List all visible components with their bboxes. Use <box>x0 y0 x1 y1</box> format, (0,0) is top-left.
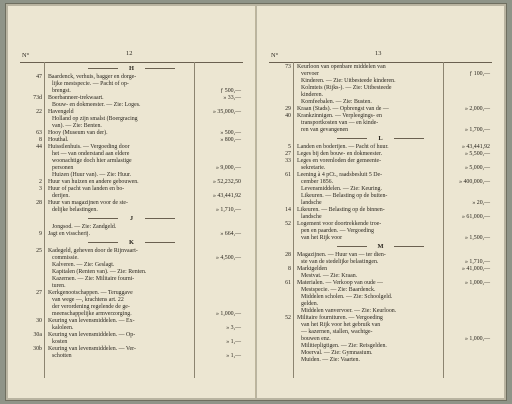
entry-text: Leges bij den bouw- en dokmeester. <box>297 151 383 157</box>
entry-number: 33 <box>285 158 291 164</box>
ledger-entry <box>257 106 504 113</box>
entry-amount: » 1,500,— <box>464 235 490 241</box>
ledger-entry <box>8 95 255 102</box>
ledger-entry <box>257 266 504 273</box>
entry-number: 61 <box>285 280 291 286</box>
entry-text: Leges en vorenloden der gemeente- <box>297 158 382 164</box>
entry-text: Houthal. <box>48 137 69 143</box>
entry-text: Leening à 4 pCt., raadsbesluit 5 De- <box>297 172 383 178</box>
entry-text: Magazijnen. — Huur van — ter dien- <box>297 252 386 258</box>
entry-text: Middelen scholen. — Zie: Schoolgeld. <box>301 294 393 300</box>
ledger-entry <box>8 283 255 290</box>
ledger-entry <box>257 78 504 85</box>
ledger-entry <box>257 151 504 158</box>
entry-text: van het Rijk voor <box>301 235 343 241</box>
entry-amount: » 1,710,— <box>215 207 241 213</box>
entry-number: 44 <box>36 144 42 150</box>
section-rule <box>145 218 175 219</box>
entry-amount: » 1,700,— <box>464 127 490 133</box>
ledger-entry <box>8 137 255 144</box>
entry-text: personen <box>52 165 74 171</box>
number-column-header: N° <box>22 52 30 59</box>
entry-text: Kalveren. — Zie: Geslagt. <box>52 262 115 268</box>
entry-text: van het Rijk voor het gebruik van <box>301 322 381 328</box>
entry-text: Mestvat. — Zie: Kraan. <box>301 273 358 279</box>
ledger-entry <box>8 262 255 269</box>
ledger-entry <box>257 221 504 228</box>
entry-amount: » 3,— <box>226 325 241 331</box>
ledger-entry <box>257 357 504 364</box>
ledger-entry <box>257 193 504 200</box>
entry-text: ste van de stedelijke belastingen. <box>301 259 379 265</box>
entry-text: Jagt en visscherij. <box>48 231 91 237</box>
entry-text: Krankzinnigen. — Verpleegings- en <box>297 113 382 119</box>
ledger-entry <box>8 339 255 346</box>
ledger-entry <box>257 329 504 336</box>
entry-text: het — van onderstand aan eldere <box>52 151 130 157</box>
entry-text: Middelen vanvervoer. — Zie: Keurloon. <box>301 308 397 314</box>
ledger-entry <box>257 322 504 329</box>
ledger-entry <box>257 200 504 207</box>
entry-amount: » 20,— <box>472 200 490 206</box>
ledger-entry <box>257 127 504 134</box>
entry-number: 63 <box>36 130 42 136</box>
entry-text: Kraan (Stads). — Opbrengst van de — <box>297 106 389 112</box>
entry-text: bouwen enz. <box>301 336 331 342</box>
entry-number: 8 <box>39 137 42 143</box>
entry-text: Holland op zijn smalst (Boergracing <box>52 116 138 122</box>
entry-text: Kolmteis (Rijks-). — Zie: Uitbesteede <box>301 85 392 91</box>
entry-text: sekretarie. <box>301 165 326 171</box>
entry-number: 9 <box>39 231 42 237</box>
entry-text: Hooy (Museum van der). <box>48 130 108 136</box>
entry-number: 5 <box>288 144 291 150</box>
entry-amount: » 5,000,— <box>464 165 490 171</box>
entry-text: cember 1856. <box>301 179 334 185</box>
entry-amount: » 43,441,92 <box>213 193 241 199</box>
entry-text: Kinderen. — Zie: Uitbesteede kinderen. <box>301 78 396 84</box>
entry-number: 14 <box>285 207 291 213</box>
ledger-entry <box>8 88 255 95</box>
ledger-entry <box>257 228 504 235</box>
ledger-entry <box>257 186 504 193</box>
ledger-entry <box>257 207 504 214</box>
entry-text: Komfeebalen. — Zie: Busten. <box>301 99 372 105</box>
ledger-entry <box>8 346 255 353</box>
ledger-entry <box>257 308 504 315</box>
ledger-entry <box>257 92 504 99</box>
entry-number: 22 <box>36 109 42 115</box>
ledger-entry <box>257 280 504 287</box>
entry-text: Jongsod. — Zie: Zandgeld. <box>52 224 117 230</box>
ledger-entry <box>8 276 255 283</box>
section-letter <box>8 64 255 74</box>
entry-text: der verordening regelende de ge- <box>52 304 130 310</box>
header-rule <box>20 62 243 63</box>
entry-number: 30b <box>33 346 42 352</box>
entry-text: Boerbanneer-trekwaart. <box>48 95 104 101</box>
ledger-entry <box>257 64 504 71</box>
entry-text: Keuring van levensmiddelen. — Ex- <box>48 318 135 324</box>
section-rule <box>145 68 175 69</box>
entry-text: Kazernen. — Zie: Militaire fourni- <box>52 276 135 282</box>
ledger-entry <box>257 315 504 322</box>
right-page <box>257 6 504 398</box>
section-rule <box>394 246 424 247</box>
section-letter <box>257 134 504 144</box>
entry-number: 28 <box>36 200 42 206</box>
ledger-entry <box>8 269 255 276</box>
ledger-entry <box>8 102 255 109</box>
ledger-entry <box>8 130 255 137</box>
entry-amount: » 1,710,— <box>464 259 490 265</box>
ledger-entry <box>8 116 255 123</box>
entry-text: Havengeld <box>48 109 74 115</box>
entry-amount: » 2,000,— <box>464 106 490 112</box>
entry-text: ren van gevangenen <box>301 127 349 133</box>
entry-amount: » 500,— <box>220 130 241 136</box>
entry-amount: » 400,000,— <box>459 179 490 185</box>
section-rule <box>394 138 424 139</box>
entry-amount: » 33,— <box>223 95 241 101</box>
entry-amount: » 5,500,— <box>464 151 490 157</box>
entry-text: Huizen (Huur van). — Zie: Huur. <box>52 172 132 178</box>
ledger-entry <box>257 259 504 266</box>
ledger-entry <box>8 318 255 325</box>
entry-number: 52 <box>285 315 291 321</box>
ledger-entry <box>8 304 255 311</box>
entry-text: transportkosten van — en kinde- <box>301 120 379 126</box>
ledger-entry <box>8 325 255 332</box>
page-number: 13 <box>375 50 382 57</box>
entry-amount: » 52,232,50 <box>213 179 241 185</box>
ledger-entry <box>8 353 255 360</box>
ledger-entry <box>8 151 255 158</box>
entry-number: 27 <box>36 290 42 296</box>
entry-text: Militaire fournituren. — Vergoeding <box>297 315 383 321</box>
entry-text: delijke belastingen. <box>52 207 98 213</box>
ledger-entry <box>8 186 255 193</box>
entry-number: 61 <box>285 172 291 178</box>
entry-text: Militiepligtigen. — Zie: Reisgelden. <box>301 343 387 349</box>
ledger-entry <box>257 71 504 78</box>
entry-text: Bouw- en dokmeester. — Zie: Loges. <box>52 102 141 108</box>
entry-text: Mestspecie. — Zie: Baardenck. <box>301 287 376 293</box>
entry-number: 8 <box>288 266 291 272</box>
entry-text: Likeuren. — Belasting op de buiten- <box>301 193 388 199</box>
right-page-header <box>257 50 504 62</box>
section-letter-label: K <box>129 239 134 246</box>
entry-text: Huur van magazijnen voor de ste- <box>48 200 128 206</box>
ledger-entry <box>8 81 255 88</box>
entry-text: Huur of pacht van landen en bo- <box>48 186 125 192</box>
entry-text: schotten <box>52 353 72 359</box>
entry-number: 28 <box>285 252 291 258</box>
section-letter-label: L <box>378 135 383 142</box>
left-page-header <box>8 50 255 62</box>
ledger-entry <box>8 179 255 186</box>
entry-text: commissie. <box>52 255 79 261</box>
entry-amount: » 43,441,92 <box>462 144 490 150</box>
entry-text: meenschappelijke armverzorging. <box>52 311 132 317</box>
entry-text: Marktgelden <box>297 266 328 272</box>
section-letter-label: H <box>129 65 134 72</box>
ledger-entry <box>8 255 255 262</box>
section-letter <box>257 242 504 252</box>
ledger-entry <box>8 231 255 238</box>
ledger-entry <box>257 235 504 242</box>
entry-text: Levensmiddelen. — Zie: Keuring. <box>301 186 382 192</box>
entry-text: Huur van huizen en andere gebouwen. <box>48 179 139 185</box>
ledger-entry <box>257 120 504 127</box>
entry-amount: » 41,000,— <box>462 266 490 272</box>
ledger-entry <box>257 287 504 294</box>
ledger-entry <box>8 109 255 116</box>
entry-text: Likeuren. — Belasting op de binnen- <box>297 207 385 213</box>
left-page <box>8 6 256 398</box>
entry-text: lijke mestspecie. — Pacht of op- <box>52 81 129 87</box>
entry-text: Kadegeld, geheven door de Rijnvaart- <box>48 248 138 254</box>
ledger-entry <box>8 74 255 81</box>
ledger-entry <box>257 252 504 259</box>
section-letter <box>8 214 255 224</box>
entry-number: 40 <box>285 113 291 119</box>
ledger-entry <box>8 200 255 207</box>
entry-amount: » 35,000,— <box>213 109 241 115</box>
ledger-entry <box>257 99 504 106</box>
entry-number: 29 <box>285 106 291 112</box>
ledger-entry <box>257 165 504 172</box>
ledger-entry <box>257 301 504 308</box>
entry-number: 25 <box>36 248 42 254</box>
ledger-entry <box>257 144 504 151</box>
ledger-entry <box>8 193 255 200</box>
entry-text: Moerval. — Zie: Gymnasium. <box>301 350 373 356</box>
ledger-entry <box>257 343 504 350</box>
section-rule <box>145 242 175 243</box>
ledger-entry <box>8 290 255 297</box>
ledger-entry <box>8 165 255 172</box>
left-page-entries <box>8 64 255 360</box>
ledger-entry <box>257 214 504 221</box>
ledger-entry <box>8 224 255 231</box>
ledger-entry <box>257 85 504 92</box>
header-rule <box>269 62 492 63</box>
entry-text: Kapitalen (Renten van). — Zie: Renten. <box>52 269 147 275</box>
entry-number: 73d <box>33 95 42 101</box>
ledger-entry <box>257 179 504 186</box>
ledger-entry <box>8 297 255 304</box>
ledger-entry <box>8 123 255 130</box>
right-page-entries <box>257 64 504 364</box>
section-letter-label: J <box>129 215 134 222</box>
ledger-entry <box>257 113 504 120</box>
entry-text: vervoer <box>301 71 319 77</box>
entry-number: 3 <box>39 186 42 192</box>
entry-amount: » 1,— <box>226 353 241 359</box>
entry-amount: » 1,— <box>226 339 241 345</box>
entry-text: landsche <box>301 200 322 206</box>
ledger-entry <box>257 172 504 179</box>
entry-text: pen en paarden. — Vergoeding <box>301 228 374 234</box>
entry-text: landsche <box>301 214 322 220</box>
entry-amount: » 9,000,— <box>215 165 241 171</box>
entry-amount: » 664,— <box>220 231 241 237</box>
ledger-entry <box>8 172 255 179</box>
entry-number: 27 <box>285 151 291 157</box>
entry-number: 2 <box>39 179 42 185</box>
section-letter <box>8 238 255 248</box>
entry-text: turen. <box>52 283 66 289</box>
entry-amount: » 800,— <box>220 137 241 143</box>
entry-text: Keuring van levensmiddelen. — Op- <box>48 332 136 338</box>
entry-text: gelden. <box>301 301 319 307</box>
entry-text: Logement voor doortrekkende troe- <box>297 221 382 227</box>
entry-text: woonachtige doch hier armlastige <box>52 158 132 164</box>
entry-text: van). — Zie: Benten. <box>52 123 102 129</box>
entry-text: derijen. <box>52 193 70 199</box>
ledger-entry <box>257 294 504 301</box>
entry-text: Keuring van levensmiddelen. — Ver- <box>48 346 136 352</box>
ledger-entry <box>257 350 504 357</box>
entry-amount: » 1,000,— <box>215 311 241 317</box>
entry-amount: ƒ 100,— <box>469 71 490 77</box>
page-number: 12 <box>126 50 133 57</box>
entry-number: 30a <box>33 332 42 338</box>
entry-text: Materialen. — Verkoop van oude — <box>297 280 383 286</box>
entry-amount: » 1,000,— <box>464 280 490 286</box>
entry-amount: » 4,500,— <box>215 255 241 261</box>
entry-text: — kazernen, stallen, wachtge- <box>301 329 373 335</box>
entry-text: kinderen. <box>301 92 324 98</box>
entry-number: 47 <box>36 74 42 80</box>
ledger-entry <box>8 158 255 165</box>
ledger-entry <box>257 158 504 165</box>
ledger-entry <box>8 144 255 151</box>
entry-number: 52 <box>285 221 291 227</box>
entry-text: Landen en boderijen. — Pacht of huur. <box>297 144 389 150</box>
entry-text: Muiden. — Zie: Vaarten. <box>301 357 360 363</box>
entry-text: Kerkgenootschappen. — Teruggave <box>48 290 133 296</box>
ledger-entry <box>8 311 255 318</box>
entry-amount: ƒ 500,— <box>220 88 241 94</box>
entry-text: Keurloon van openbare middelen van <box>297 64 386 70</box>
ledger-entry <box>8 332 255 339</box>
number-column-header: N° <box>271 52 279 59</box>
entry-text: Huisstlenhuis. — Vergoeding door <box>48 144 130 150</box>
section-letter-label: M <box>377 243 384 250</box>
ledger-entry <box>8 207 255 214</box>
entry-amount: » 1,000,— <box>464 336 490 342</box>
entry-text: kosten <box>52 339 68 345</box>
open-book <box>6 4 506 400</box>
entry-amount: » 61,000,— <box>462 214 490 220</box>
ledger-entry <box>257 273 504 280</box>
entry-text: kaloleen. <box>52 325 74 331</box>
entry-number: 73 <box>285 64 291 70</box>
ledger-entry <box>8 248 255 255</box>
entry-text: Baardenck, verhuis, bagger en dorge- <box>48 74 137 80</box>
entry-text: van wege —, krachtens art. 22 <box>52 297 124 303</box>
entry-number: 30 <box>36 318 42 324</box>
entry-text: brengst. <box>52 88 71 94</box>
ledger-entry <box>257 336 504 343</box>
